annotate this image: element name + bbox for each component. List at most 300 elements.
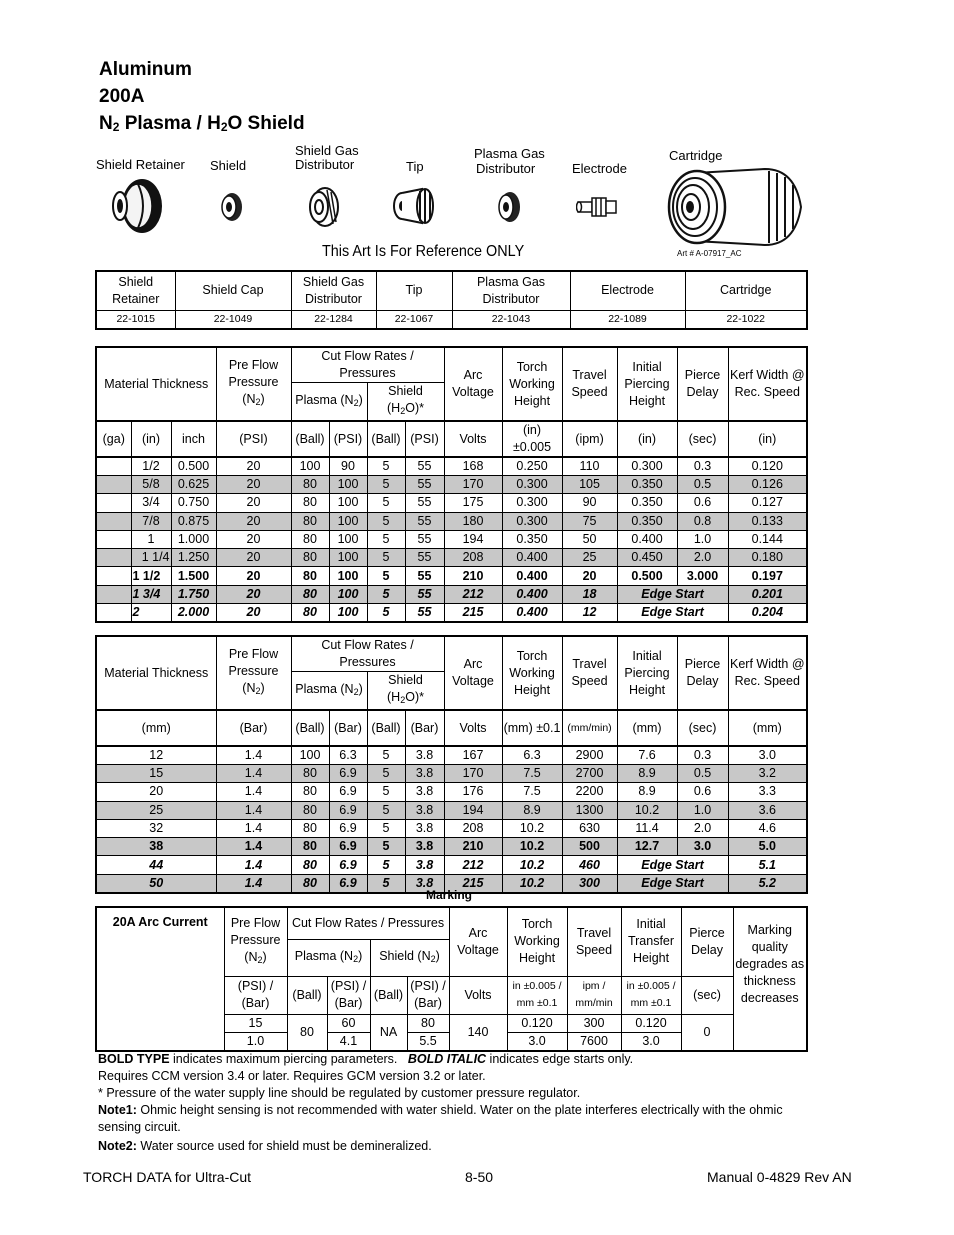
- table-cell: 5: [367, 549, 405, 567]
- table-cell: [96, 549, 131, 567]
- label-shield-gas: Shield Gas: [295, 143, 359, 158]
- table-cell: 100: [329, 530, 367, 548]
- table-cell: 170: [444, 765, 502, 783]
- unit-cell: Volts: [444, 421, 502, 457]
- table-cell: 1.4: [216, 874, 291, 893]
- table-cell: 0.450: [617, 549, 677, 567]
- table-cell: 194: [444, 801, 502, 819]
- table-cell: [96, 567, 131, 585]
- header-shield-h2o: Shield $(H_2O)*$: [367, 383, 444, 422]
- table-cell: 175: [444, 494, 502, 512]
- table-cell: 3/4: [131, 494, 171, 512]
- unit-cell: inch: [171, 421, 216, 457]
- table-row: [96, 746, 807, 765]
- table-cell: 8.9: [617, 783, 677, 801]
- table-cell: 20: [216, 494, 291, 512]
- table-cell: 1.4: [216, 783, 291, 801]
- header-initial-piercing-height: Initial Piercing Height: [617, 636, 677, 710]
- table-cell: 55: [405, 585, 444, 603]
- table-cell: 5: [367, 457, 405, 476]
- table-cell: 10.2: [502, 856, 562, 874]
- table-cell: 10.2: [502, 819, 562, 837]
- table-cell: 1.4: [216, 819, 291, 837]
- table-cell: 0.127: [728, 494, 807, 512]
- table-cell: 6.3: [502, 746, 562, 765]
- footer-right: Manual 0-4829 Rev AN: [707, 1169, 852, 1185]
- table-cell: 75: [562, 512, 617, 530]
- table-cell: 25: [562, 549, 617, 567]
- marking-shield-psi: 80: [407, 1014, 449, 1032]
- parts-header-shield-retainer: Shield Retainer: [96, 271, 175, 310]
- parts-header-tip: Tip: [376, 271, 452, 310]
- tip-drawing: [392, 186, 438, 226]
- table-cell: 10.2: [502, 838, 562, 856]
- parts-table: [95, 270, 808, 330]
- unit-cell: (Ball): [291, 421, 329, 457]
- table-cell: 0.6: [677, 494, 728, 512]
- table-cell: 0.5: [677, 476, 728, 494]
- header-material-thickness: Material Thickness: [96, 347, 216, 421]
- marking-arc-current: 20A Arc Current: [96, 907, 224, 1051]
- table-cell: 100: [329, 512, 367, 530]
- part-number: 22-1015: [96, 310, 175, 329]
- table-cell: 11.4: [617, 819, 677, 837]
- table-cell: 5: [367, 874, 405, 893]
- note-water-pressure: * Pressure of the water supply line should be regulated by customer pressure regulator.: [98, 1086, 581, 1100]
- title-line-1: Aluminum: [99, 59, 192, 80]
- marking-initial-transfer-height: Initial Transfer Height: [621, 907, 681, 976]
- unit-cell: (ipm): [562, 421, 617, 457]
- table-cell: 20: [216, 457, 291, 476]
- marking-unit: Volts: [449, 976, 507, 1014]
- header-pierce-delay: Pierce Delay: [677, 636, 728, 710]
- marking-plasma-bar: 4.1: [327, 1032, 370, 1051]
- parts-header-shield-gas-distributor: Shield Gas Distributor: [291, 271, 376, 310]
- table-cell: 2.0: [677, 549, 728, 567]
- table-cell: 90: [562, 494, 617, 512]
- table-cell: 208: [444, 549, 502, 567]
- table-cell: 5: [367, 856, 405, 874]
- header-cut-flow: Cut Flow Rates / Pressures: [291, 636, 444, 672]
- part-number: 22-1022: [685, 310, 807, 329]
- table-cell: 210: [444, 567, 502, 585]
- marking-pierce-delay: Pierce Delay: [681, 907, 733, 976]
- plasma-gas-distributor-drawing: [494, 190, 522, 224]
- marking-caption: Marking: [426, 888, 473, 902]
- table-cell: 6.3: [329, 746, 367, 765]
- table-cell: 5: [367, 567, 405, 585]
- table-cell: 55: [405, 604, 444, 623]
- marking-shield-ball: NA: [370, 1014, 407, 1051]
- unit-cell: (Ball): [367, 710, 405, 746]
- marking-shield-n2: Shield $(N_2)$: [370, 939, 449, 976]
- table-row: [96, 457, 807, 476]
- table-cell: 0.120: [728, 457, 807, 476]
- table-cell: 80: [291, 549, 329, 567]
- marking-unit: (Ball): [370, 976, 407, 1014]
- table-cell: 5: [367, 801, 405, 819]
- table-cell: 80: [291, 476, 329, 494]
- table-cell: 3.8: [405, 801, 444, 819]
- table-cell: 100: [329, 585, 367, 603]
- imperial-cut-chart: [95, 346, 808, 623]
- table-row: [96, 604, 807, 623]
- table-cell: Edge Start: [617, 585, 728, 603]
- marking-unit: (PSI) / (Bar): [224, 976, 287, 1014]
- table-cell: 1.0: [677, 801, 728, 819]
- note-1: Note1: Ohmic height sensing is not recommended with water shield. Water on the plate interferes electrically with the ohmic sensing circuit.: [98, 1103, 783, 1134]
- table-cell: 6.9: [329, 856, 367, 874]
- shield-drawing: [218, 191, 244, 223]
- table-cell: 100: [329, 476, 367, 494]
- table-cell: 3.6: [728, 801, 807, 819]
- unit-cell: (mm): [96, 710, 216, 746]
- table-cell: 0.5: [677, 765, 728, 783]
- header-shield-h2o: Shield $(H_2O)*$: [367, 672, 444, 711]
- header-initial-piercing-height: Initial Piercing Height: [617, 347, 677, 421]
- table-cell: 5: [367, 604, 405, 623]
- table-cell: 0.300: [502, 512, 562, 530]
- table-cell: 5: [367, 746, 405, 765]
- table-cell: 0.6: [677, 783, 728, 801]
- unit-cell: (sec): [677, 421, 728, 457]
- shield-retainer-drawing: [108, 176, 164, 236]
- table-cell: 1300: [562, 801, 617, 819]
- table-cell: 2.0: [677, 819, 728, 837]
- table-cell: 50: [96, 874, 216, 893]
- table-cell: 5: [367, 476, 405, 494]
- table-cell: 55: [405, 457, 444, 476]
- table-cell: [96, 457, 131, 476]
- table-cell: 0.204: [728, 604, 807, 623]
- marking-table: [95, 906, 808, 1052]
- table-cell: 3.8: [405, 765, 444, 783]
- table-cell: 7/8: [131, 512, 171, 530]
- table-cell: 6.9: [329, 783, 367, 801]
- table-cell: 3.3: [728, 783, 807, 801]
- unit-cell: (PSI): [405, 421, 444, 457]
- unit-cell: (in): [131, 421, 171, 457]
- part-number: 22-1049: [175, 310, 291, 329]
- table-cell: 0.300: [502, 494, 562, 512]
- table-cell: 15: [96, 765, 216, 783]
- marking-plasma-n2: Plasma $(N_2)$: [287, 939, 370, 976]
- table-cell: 5: [367, 838, 405, 856]
- table-cell: 20: [216, 530, 291, 548]
- table-cell: 1.500: [171, 567, 216, 585]
- table-cell: 0.350: [502, 530, 562, 548]
- table-cell: 20: [216, 476, 291, 494]
- marking-travel-speed: Travel Speed: [567, 907, 621, 976]
- table-cell: 55: [405, 476, 444, 494]
- reference-note: This Art Is For Reference ONLY: [322, 243, 525, 260]
- table-row: [96, 801, 807, 819]
- marking-speed-mm: 7600: [567, 1032, 621, 1051]
- table-cell: 1.4: [216, 746, 291, 765]
- table-cell: 50: [562, 530, 617, 548]
- table-cell: 8.9: [617, 765, 677, 783]
- label-cartridge: Cartridge: [669, 148, 723, 163]
- table-cell: 5.1: [728, 856, 807, 874]
- table-cell: 0.875: [171, 512, 216, 530]
- table-cell: 55: [405, 549, 444, 567]
- marking-shield-bar: 5.5: [407, 1032, 449, 1051]
- unit-cell: (Bar): [405, 710, 444, 746]
- table-row: [96, 476, 807, 494]
- marking-cut-flow: Cut Flow Rates / Pressures: [287, 907, 449, 939]
- table-cell: 20: [216, 604, 291, 623]
- header-material-thickness: Material Thickness: [96, 636, 216, 710]
- table-cell: 0.400: [502, 567, 562, 585]
- table-row: [96, 512, 807, 530]
- title-line-2: 200A: [99, 86, 145, 107]
- table-cell: 1/2: [131, 457, 171, 476]
- unit-cell: (in) ±0.005: [502, 421, 562, 457]
- table-cell: 4.6: [728, 819, 807, 837]
- table-cell: [96, 530, 131, 548]
- table-cell: 7.5: [502, 765, 562, 783]
- table-cell: 3.8: [405, 819, 444, 837]
- table-cell: 5: [367, 512, 405, 530]
- table-cell: 0.197: [728, 567, 807, 585]
- table-cell: 80: [291, 585, 329, 603]
- table-cell: 55: [405, 567, 444, 585]
- table-cell: 5/8: [131, 476, 171, 494]
- unit-cell: (Ball): [367, 421, 405, 457]
- header-arc-voltage: Arc Voltage: [444, 347, 502, 421]
- table-cell: 210: [444, 838, 502, 856]
- header-plasma-n2: Plasma $(N_2)$: [291, 672, 367, 711]
- table-cell: [96, 494, 131, 512]
- label-plasma-gas-distributor: Distributor: [476, 161, 536, 176]
- table-cell: 500: [562, 838, 617, 856]
- table-cell: 80: [291, 494, 329, 512]
- table-row: [96, 549, 807, 567]
- marking-twh-in: 0.120: [507, 1014, 567, 1032]
- marking-quality-note: Marking quality degrades as thickness decreases: [733, 907, 807, 1051]
- table-cell: 2900: [562, 746, 617, 765]
- table-cell: 3.000: [677, 567, 728, 585]
- table-cell: 6.9: [329, 819, 367, 837]
- unit-cell: (mm): [728, 710, 807, 746]
- table-row: [96, 765, 807, 783]
- table-cell: 38: [96, 838, 216, 856]
- table-cell: 0.126: [728, 476, 807, 494]
- marking-plasma-psi: 60: [327, 1014, 370, 1032]
- table-cell: 80: [291, 874, 329, 893]
- table-cell: 1.750: [171, 585, 216, 603]
- table-cell: 2: [131, 604, 171, 623]
- table-cell: 105: [562, 476, 617, 494]
- table-cell: [96, 512, 131, 530]
- header-plasma-n2: Plasma $(N_2)$: [291, 383, 367, 422]
- table-cell: 90: [329, 457, 367, 476]
- table-cell: 167: [444, 746, 502, 765]
- marking-delay: 0: [681, 1014, 733, 1051]
- table-cell: 0.300: [502, 476, 562, 494]
- table-cell: 194: [444, 530, 502, 548]
- table-cell: 18: [562, 585, 617, 603]
- table-cell: 3.8: [405, 838, 444, 856]
- table-cell: 12.7: [617, 838, 677, 856]
- table-cell: 20: [562, 567, 617, 585]
- table-cell: [96, 604, 131, 623]
- table-cell: 1.250: [171, 549, 216, 567]
- table-cell: 0.250: [502, 457, 562, 476]
- table-cell: 0.400: [502, 604, 562, 623]
- unit-cell: (sec): [677, 710, 728, 746]
- marking-plasma-ball: 80: [287, 1014, 327, 1051]
- table-cell: 80: [291, 856, 329, 874]
- table-cell: 1.4: [216, 765, 291, 783]
- table-cell: 55: [405, 512, 444, 530]
- table-cell: Edge Start: [617, 874, 728, 893]
- table-row: [96, 856, 807, 874]
- table-cell: 0.350: [617, 512, 677, 530]
- table-cell: 460: [562, 856, 617, 874]
- part-number: 22-1284: [291, 310, 376, 329]
- label-electrode: Electrode: [572, 161, 627, 176]
- table-cell: 0.201: [728, 585, 807, 603]
- table-cell: 0.750: [171, 494, 216, 512]
- table-cell: 0.400: [502, 549, 562, 567]
- table-cell: 0.400: [502, 585, 562, 603]
- table-cell: 6.9: [329, 801, 367, 819]
- header-arc-voltage: Arc Voltage: [444, 636, 502, 710]
- electrode-drawing: [576, 193, 620, 221]
- table-cell: 80: [291, 765, 329, 783]
- unit-cell: (ga): [96, 421, 131, 457]
- table-row: [96, 838, 807, 856]
- table-cell: 1: [131, 530, 171, 548]
- header-cut-flow: Cut Flow Rates / Pressures: [291, 347, 444, 383]
- table-cell: 0.625: [171, 476, 216, 494]
- part-number: 22-1043: [452, 310, 570, 329]
- title-line-3: $N_2$ Plasma / $H_2O$ Shield: [99, 113, 305, 134]
- table-cell: 0.350: [617, 494, 677, 512]
- table-cell: 7.6: [617, 746, 677, 765]
- table-cell: 6.9: [329, 765, 367, 783]
- footer-left: TORCH DATA for Ultra-Cut: [83, 1169, 252, 1185]
- cartridge-drawing: [665, 165, 807, 250]
- marking-torch-working-height: Torch Working Height: [507, 907, 567, 976]
- marking-ith-mm: 3.0: [621, 1032, 681, 1051]
- table-cell: 5: [367, 819, 405, 837]
- table-cell: 100: [329, 494, 367, 512]
- header-kerf-width: Kerf Width @ Rec. Speed: [728, 636, 807, 710]
- unit-cell: (PSI): [329, 421, 367, 457]
- marking-pre-bar: 1.0: [224, 1032, 287, 1051]
- table-cell: 0.400: [617, 530, 677, 548]
- table-cell: 2.000: [171, 604, 216, 623]
- table-cell: 1 1/4: [131, 549, 171, 567]
- table-cell: 25: [96, 801, 216, 819]
- label-shield: Shield: [210, 158, 247, 173]
- part-number: 22-1067: [376, 310, 452, 329]
- table-cell: 5: [367, 765, 405, 783]
- header-torch-working-height: Torch Working Height: [502, 636, 562, 710]
- table-cell: 20: [216, 549, 291, 567]
- unit-cell: (mm): [617, 710, 677, 746]
- table-cell: 20: [216, 585, 291, 603]
- table-row: [96, 783, 807, 801]
- table-row: [96, 585, 807, 603]
- table-cell: 0.133: [728, 512, 807, 530]
- table-cell: 168: [444, 457, 502, 476]
- table-cell: 208: [444, 819, 502, 837]
- marking-ith-in: 0.120: [621, 1014, 681, 1032]
- marking-unit: in ±0.005 / mm ±0.1: [507, 976, 567, 1014]
- label-shield-gas-distributor: Distributor: [295, 157, 355, 172]
- header-pierce-delay: Pierce Delay: [677, 347, 728, 421]
- table-cell: 176: [444, 783, 502, 801]
- table-row: [96, 530, 807, 548]
- table-cell: [96, 585, 131, 603]
- parts-header-electrode: Electrode: [570, 271, 685, 310]
- table-cell: 0.500: [171, 457, 216, 476]
- marking-arc-voltage: Arc Voltage: [449, 907, 507, 976]
- unit-cell: (in): [728, 421, 807, 457]
- label-shield-retainer: Shield Retainer: [96, 157, 185, 172]
- table-cell: 0.3: [677, 457, 728, 476]
- table-cell: 1.4: [216, 838, 291, 856]
- marking-unit: (sec): [681, 976, 733, 1014]
- table-cell: 1.0: [677, 530, 728, 548]
- header-pre-flow: Pre Flow Pressure $(N_2)$: [216, 636, 291, 710]
- table-cell: 212: [444, 856, 502, 874]
- table-cell: 630: [562, 819, 617, 837]
- table-cell: 215: [444, 604, 502, 623]
- shield-gas-distributor-drawing: [305, 186, 341, 228]
- table-cell: 180: [444, 512, 502, 530]
- page-title: [99, 56, 305, 137]
- unit-cell: (mm/min): [562, 710, 617, 746]
- marking-pre-psi: 15: [224, 1014, 287, 1032]
- table-cell: 110: [562, 457, 617, 476]
- note-versions: Requires CCM version 3.4 or later. Requires GCM version 3.2 or later.: [98, 1069, 486, 1083]
- marking-unit: in ±0.005 / mm ±0.1: [621, 976, 681, 1014]
- notes: [98, 1051, 818, 1155]
- table-row: [96, 567, 807, 585]
- table-cell: 100: [329, 549, 367, 567]
- table-cell: 300: [562, 874, 617, 893]
- table-cell: 3.8: [405, 856, 444, 874]
- label-plasma-gas: Plasma Gas: [474, 146, 545, 161]
- table-cell: Edge Start: [617, 604, 728, 623]
- table-cell: [96, 476, 131, 494]
- table-cell: 170: [444, 476, 502, 494]
- table-cell: 80: [291, 512, 329, 530]
- table-cell: 100: [329, 567, 367, 585]
- marking-unit: (PSI) / (Bar): [327, 976, 370, 1014]
- table-cell: 0.180: [728, 549, 807, 567]
- header-kerf-width: Kerf Width @ Rec. Speed: [728, 347, 807, 421]
- unit-cell: (Bar): [329, 710, 367, 746]
- table-cell: 5.0: [728, 838, 807, 856]
- art-number: Art # A-07917_AC: [677, 249, 742, 258]
- table-cell: 10.2: [502, 874, 562, 893]
- table-cell: 32: [96, 819, 216, 837]
- table-cell: 1.4: [216, 856, 291, 874]
- marking-twh-mm: 3.0: [507, 1032, 567, 1051]
- unit-cell: (Bar): [216, 710, 291, 746]
- unit-cell: (Ball): [291, 710, 329, 746]
- table-cell: 3.8: [405, 746, 444, 765]
- note-bold-legend: BOLD TYPE indicates maximum piercing parameters. BOLD ITALIC indicates edge starts only.: [98, 1052, 634, 1066]
- table-cell: 2700: [562, 765, 617, 783]
- table-cell: 80: [291, 530, 329, 548]
- header-torch-working-height: Torch Working Height: [502, 347, 562, 421]
